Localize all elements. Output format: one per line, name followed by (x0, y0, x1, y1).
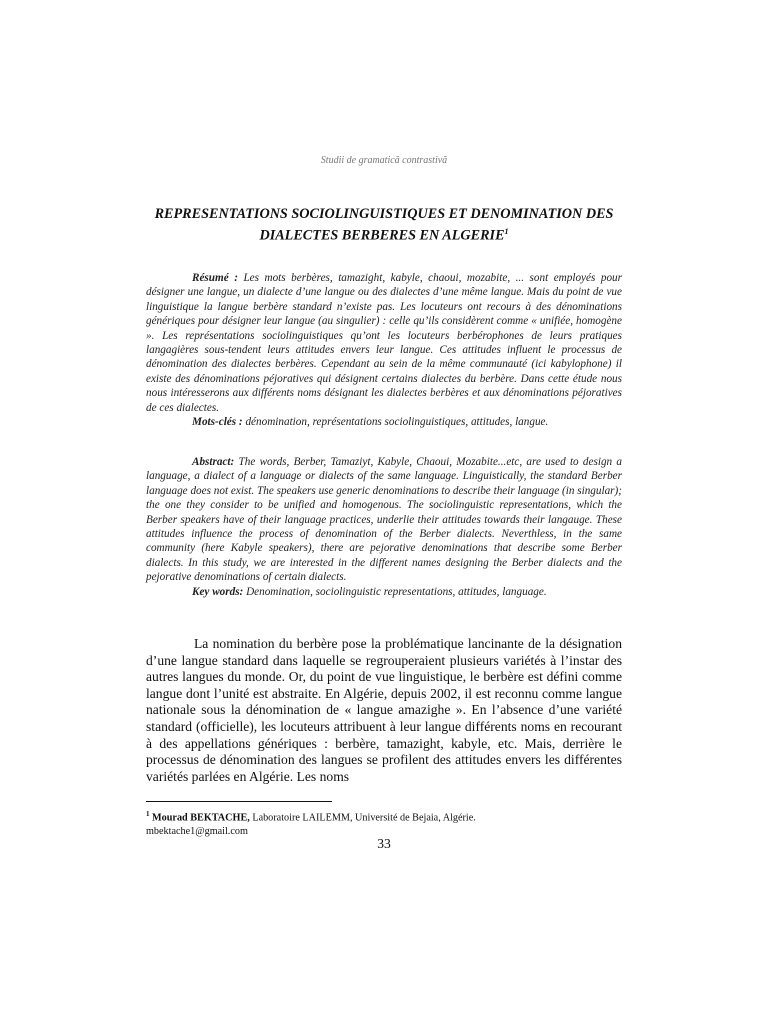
english-abstract (146, 455, 622, 599)
keywords-label-en: Key words: (192, 585, 244, 598)
page-number: 33 (377, 836, 391, 851)
body-paragraph-text: La nomination du berbère pose la problématique lancinante de la désignation d’une langue standard dans laquelle se regrouperaient plusieurs variétés à l’instar des autres langues du monde. Or, du point de vue linguistique, le berbère est défini comme langue dont l’unité est abstraite. En Algérie, depuis 2002, il est reconnu comme langue nationale sous la dénomination de « langue amazighe ». En l’absence d’une variété standard (officielle), les locuteurs attribuent à leur langue différents noms en recourant à des appellations génériques : berbère, tamazight, kabyle, etc. Mais, derrière le processus de dénomination des langues se profilent des attitudes envers les différentes variétés parlées en Algérie. Les noms (146, 636, 622, 784)
article-title-text: REPRESENTATIONS SOCIOLINGUISTIQUES ET DENOMINATION DES DIALECTES BERBERES EN ALGERIE (154, 206, 614, 244)
abstract-text: The words, Berber, Tamaziyt, Kabyle, Chaoui, Mozabite...etc, are used to design a language, a dialect of a language or dialects of the same language. Linguistically, the standard Berber language does not exist. The speakers use generic denominations to describe their language (in singular); the one they consider to be unified and homogenous. The sociolinguistic representations, which the Berber speakers have of their language practices, underlie their attitudes towards their langauge. These attitudes influence the process of denomination of the Berber dialects. Neverthless, in the same community (here Kabyle speakers), there are pejorative denominations that describe some Berber dialects. In this study, we are interested in the different names designing the Berber dialects and the pejorative denominations of certain dialects. (146, 456, 622, 584)
french-abstract (146, 271, 622, 429)
abstract-label: Abstract: (192, 456, 235, 468)
title-footnote-ref[interactable]: 1 (504, 227, 509, 236)
keywords-text-fr: dénomination, représentations sociolinguistiques, attitudes, langue. (242, 416, 549, 429)
keywords-text-en: Denomination, sociolinguistic representations, attitudes, language. (243, 585, 547, 598)
footnote-affiliation: Laboratoire LAILEMM, Université de Bejaia, Algérie. (249, 812, 476, 824)
running-head: Studii de gramatică contrastivă (320, 155, 448, 166)
body-paragraph (146, 636, 622, 785)
english-keywords (146, 585, 622, 599)
footnote-author: Mourad BEKTACHE, (152, 812, 250, 824)
article-title (140, 206, 628, 245)
resume-label: Résumé : (192, 272, 238, 284)
footnote-email[interactable]: mbektache1@gmail.com (146, 826, 248, 838)
footnote-divider (146, 801, 332, 802)
keywords-label-fr: Mots-clés : (192, 416, 243, 429)
footnote (146, 807, 622, 839)
french-keywords (146, 415, 622, 429)
footnote-number: 1 (146, 810, 150, 818)
resume-text: Les mots berbères, tamazight, kabyle, chaoui, mozabite, ... sont employés pour désigner une langue, un dialecte d’une langue ou des dialectes d’une même langue. Mais du point de vue linguistique la langue berbère standard n’existe pas. Les locuteurs ont recours à des dénominations génériques pour désigner leur langue (au singulier) : celle qu’ils considèrent comme « unifiée, homogène ». Les représentations sociolinguistiques qu’ont les locuteurs berbérophones de leurs pratiques langagières sous-tendent leurs attitudes envers leur langue. Ces attitudes influent le processus de dénomination des dialectes berbères. Cependant au sein de la même communauté (ici kabylophone) il existe des dénominations péjoratives qui désignent certains dialectes du berbère. Dans cette étude nous nous intéresserons aux différents noms désignant les dialectes berbères et aux dénominations péjoratives de ces dialectes. (146, 272, 622, 414)
